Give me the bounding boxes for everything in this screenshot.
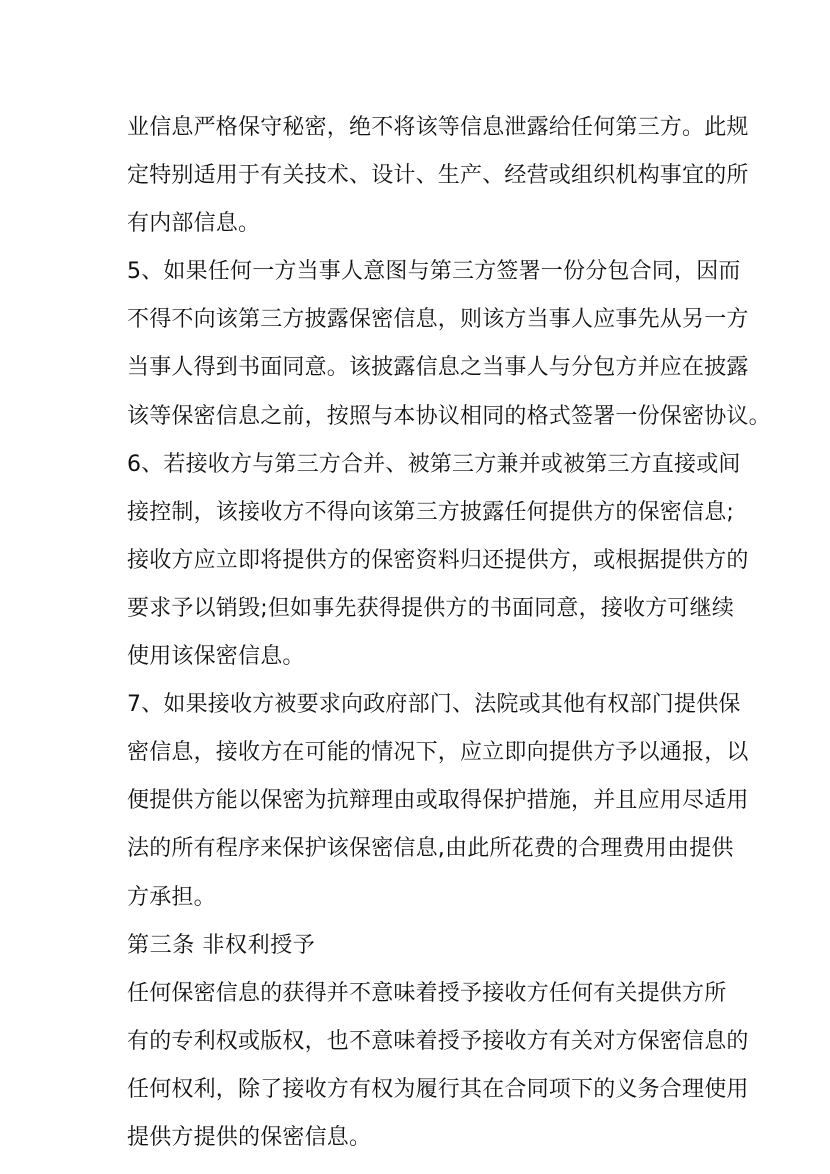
clause-5-line: 不得不向该第三方披露保密信息，则该方当事人应事先从另一方 [127, 307, 749, 333]
clause-7-line: 便提供方能以保密为抗辩理由或取得保护措施，并且应用尽适用 [127, 788, 749, 814]
clause-7-line: 7、如果接收方被要求向政府部门、法院或其他有权部门提供保 [127, 692, 741, 718]
body-line: 定特别适用于有关技术、设计、生产、经营或组织机构事宜的所 [127, 163, 749, 189]
body-line: 业信息严格保守秘密，绝不将该等信息泄露给任何第三方。此规 [127, 115, 749, 140]
clause-6-line: 要求予以销毁;但如事先获得提供方的书面同意，接收方可继续 [127, 595, 735, 621]
clause-7-line: 密信息，接收方在可能的情况下，应立即向提供方予以通报，以 [127, 740, 749, 766]
clause-6-line: 使用该保密信息。 [127, 644, 305, 670]
document-body [127, 104, 771, 1162]
clause-7-line: 方承担。 [127, 884, 216, 910]
clause-6-line: 6、若接收方与第三方合并、被第三方兼并或被第三方直接或间 [127, 451, 741, 477]
article-3-line: 有的专利权或版权，也不意味着授予接收方有关对方保密信息的 [127, 1028, 749, 1054]
article-3-line: 提供方提供的保密信息。 [127, 1124, 372, 1150]
article-3-line: 任何权利，除了接收方有权为履行其在合同项下的义务合理使用 [127, 1076, 749, 1102]
clause-6-line: 接控制，该接收方不得向该第三方披露任何提供方的保密信息; [127, 499, 735, 525]
clause-5-line: 5、如果任何一方当事人意图与第三方签署一份分包合同，因而 [127, 259, 741, 285]
body-line: 有内部信息。 [127, 211, 261, 237]
clause-6-line: 接收方应立即将提供方的保密资料归还提供方，或根据提供方的 [127, 547, 749, 573]
clause-5-line: 当事人得到书面同意。该披露信息之当事人与分包方并应在披露 [127, 355, 749, 381]
article-3-line: 任何保密信息的获得并不意味着授予接收方任何有关提供方所 [127, 980, 727, 1006]
clause-5-line: 该等保密信息之前，按照与本协议相同的格式签署一份保密协议。 [127, 403, 771, 429]
clause-7-line: 法的所有程序来保护该保密信息,由此所花费的合理费用由提供 [127, 836, 734, 862]
article-3-heading: 第三条 非权利授予 [127, 932, 316, 958]
